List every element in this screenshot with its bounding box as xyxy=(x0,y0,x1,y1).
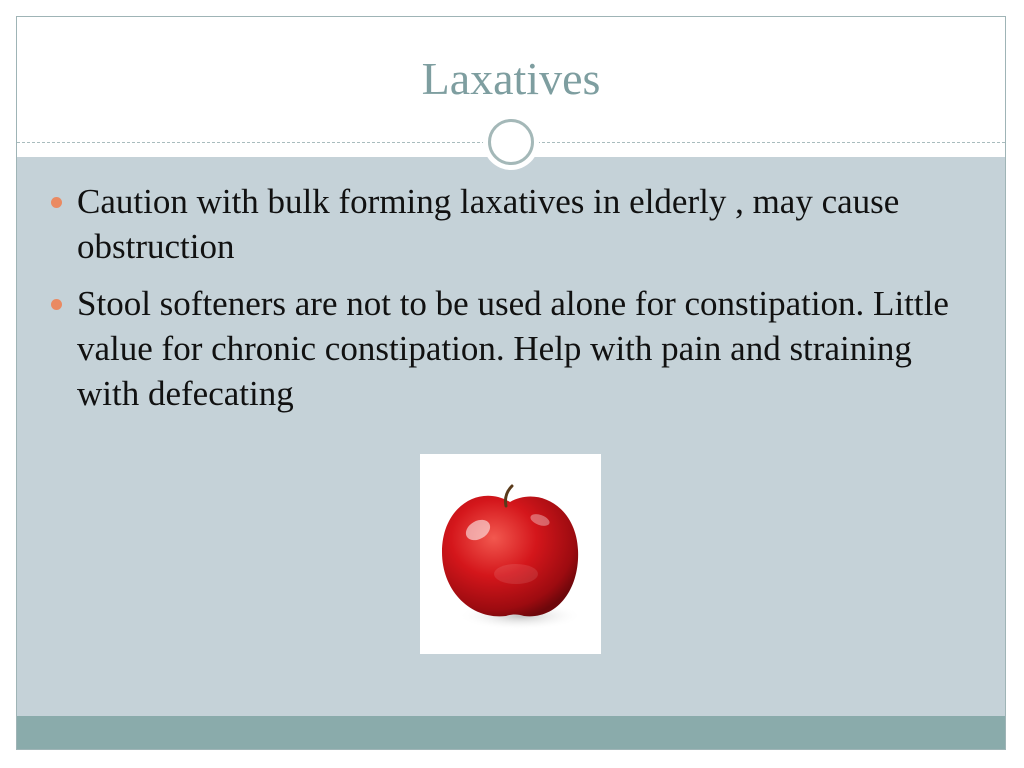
apple-icon xyxy=(420,454,601,654)
slide xyxy=(16,16,1006,750)
bullet-dot-icon xyxy=(51,197,62,208)
circle-ornament-icon xyxy=(483,114,539,170)
bullet-item xyxy=(47,281,967,416)
bullet-text: Stool softeners are not to be used alone for constipation. Little value for chronic constipation. Help with pain and straining with defecating xyxy=(77,284,949,413)
bullet-list xyxy=(47,179,967,428)
footer-bar xyxy=(17,716,1005,750)
bullet-text: Caution with bulk forming laxatives in elderly , may cause obstruction xyxy=(77,182,900,266)
bullet-item xyxy=(47,179,967,269)
apple-image xyxy=(420,454,601,654)
bullet-dot-icon xyxy=(51,299,62,310)
slide-title: Laxatives xyxy=(421,53,601,104)
